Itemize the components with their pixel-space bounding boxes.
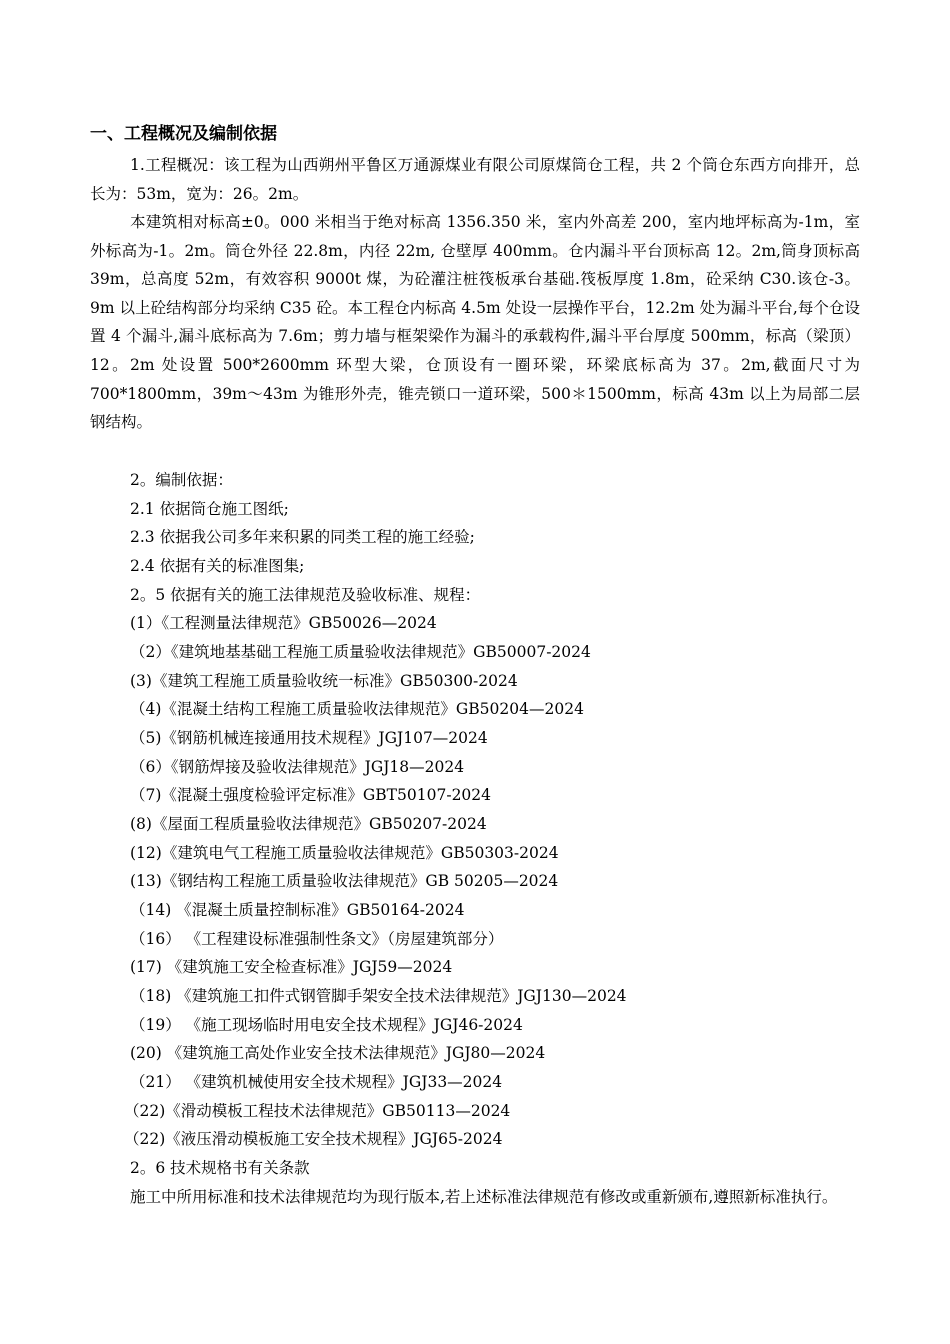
reference-item: （21） 《建筑机械使用安全技术规程》JGJ33—2024 xyxy=(130,1073,503,1091)
overview-paragraph: 1.工程概况：该工程为山西朔州平鲁区万通源煤业有限公司原煤筒仓工程，共 2 个筒仓东西方向排开，总长为：53m，宽为：26。2m。 xyxy=(90,156,860,203)
basis-item: 2.3 依据我公司多年来积累的同类工程的施工经验; xyxy=(130,528,475,546)
reference-item: （22)《滑动模板工程技术法律规范》GB50113—2024 xyxy=(124,1102,511,1120)
reference-item: (20) 《建筑施工高处作业安全技术法律规范》JGJ80—2024 xyxy=(130,1044,546,1062)
basis-heading: 2。编制依据： xyxy=(130,471,233,489)
reference-item: （16） 《工程建设标准强制性条文》（房屋建筑部分） xyxy=(130,930,504,948)
reference-item: (1）《工程测量法律规范》GB50026—2024 xyxy=(130,614,437,632)
reference-item: (8)《屋面工程质量验收法律规范》GB50207-2024 xyxy=(130,815,487,833)
basis-item: 2.4 依据有关的标准图集; xyxy=(130,557,305,575)
reference-item: （5)《钢筋机械连接通用技术规程》JGJ107—2024 xyxy=(130,729,488,747)
reference-item: (3)《建筑工程施工质量验收统一标准》GB50300-2024 xyxy=(130,672,518,690)
basis-item: 2。5 依据有关的施工法律规范及验收标准、规程： xyxy=(130,586,481,604)
reference-item: （14) 《混凝土质量控制标准》GB50164-2024 xyxy=(130,901,465,919)
reference-item: (13)《钢结构工程施工质量验收法律规范》GB 50205—2024 xyxy=(130,872,559,890)
reference-item: （19） 《施工现场临时用电安全技术规程》JGJ46-2024 xyxy=(130,1016,523,1034)
building-description-paragraph: 本建筑相对标高±0。000 米相当于绝对标高 1356.350 米，室内外高差 200，室内地坪标高为-1m，室外标高为-1。2m。筒仓外径 22.8m，内径 22m, 仓壁厚 400mm。仓内漏斗平台顶标高 12。2m,筒身顶标高 39m，总高度 52m，有效容积 9000t 煤，为砼灌注桩筏板承台基础.筏板厚度 1.8m，砼采纳 C30.该仓-3。9m 以上砼结构部分均采纳 C35 砼。本工程仓内标高 4.5m 处设一层操作平台，12.2m 处为漏斗平台,每个仓设置 4 个漏斗,漏斗底标高为 7.6m；剪力墙与框架梁作为漏斗的承载构件,漏斗平台厚度 500mm，标高（梁顶）12。2m 处设置 500*2600mm 环型大梁，仓顶设有一圈环梁，环梁底标高为 37。2m,截面尺寸为 700*1800mm，39m～43m 为锥形外壳，锥壳锁口一道环梁，500＊1500mm，标高 43m 以上为局部二层钢结构。 xyxy=(90,213,860,432)
reference-item: (12)《建筑电气工程施工质量验收法律规范》GB50303-2024 xyxy=(130,844,559,862)
reference-item: （2）《建筑地基基础工程施工质量验收法律规范》GB50007-2024 xyxy=(130,643,591,661)
reference-item: （7)《混凝土强度检验评定标准》GBT50107-2024 xyxy=(130,786,492,804)
reference-item: （4)《混凝土结构工程施工质量验收法律规范》GB50204—2024 xyxy=(130,700,584,718)
reference-item: （22)《液压滑动模板施工安全技术规程》JGJ65-2024 xyxy=(124,1130,503,1148)
reference-item: (17) 《建筑施工安全检查标准》JGJ59—2024 xyxy=(130,958,453,976)
reference-item: （6）《钢筋焊接及验收法律规范》JGJ18—2024 xyxy=(130,758,465,776)
closing-paragraph: 施工中所用标准和技术法律规范均为现行版本,若上述标准法律规范有修改或重新颁布,遵照新标准执行。 xyxy=(130,1188,838,1206)
reference-item: （18) 《建筑施工扣件式钢管脚手架安全技术法律规范》JGJ130—2024 xyxy=(130,987,627,1005)
basis-item: 2。6 技术规格书有关条款 xyxy=(130,1159,310,1177)
section-heading: 一、工程概况及编制依据 xyxy=(90,124,277,144)
basis-item: 2.1 依据筒仓施工图纸; xyxy=(130,500,289,518)
